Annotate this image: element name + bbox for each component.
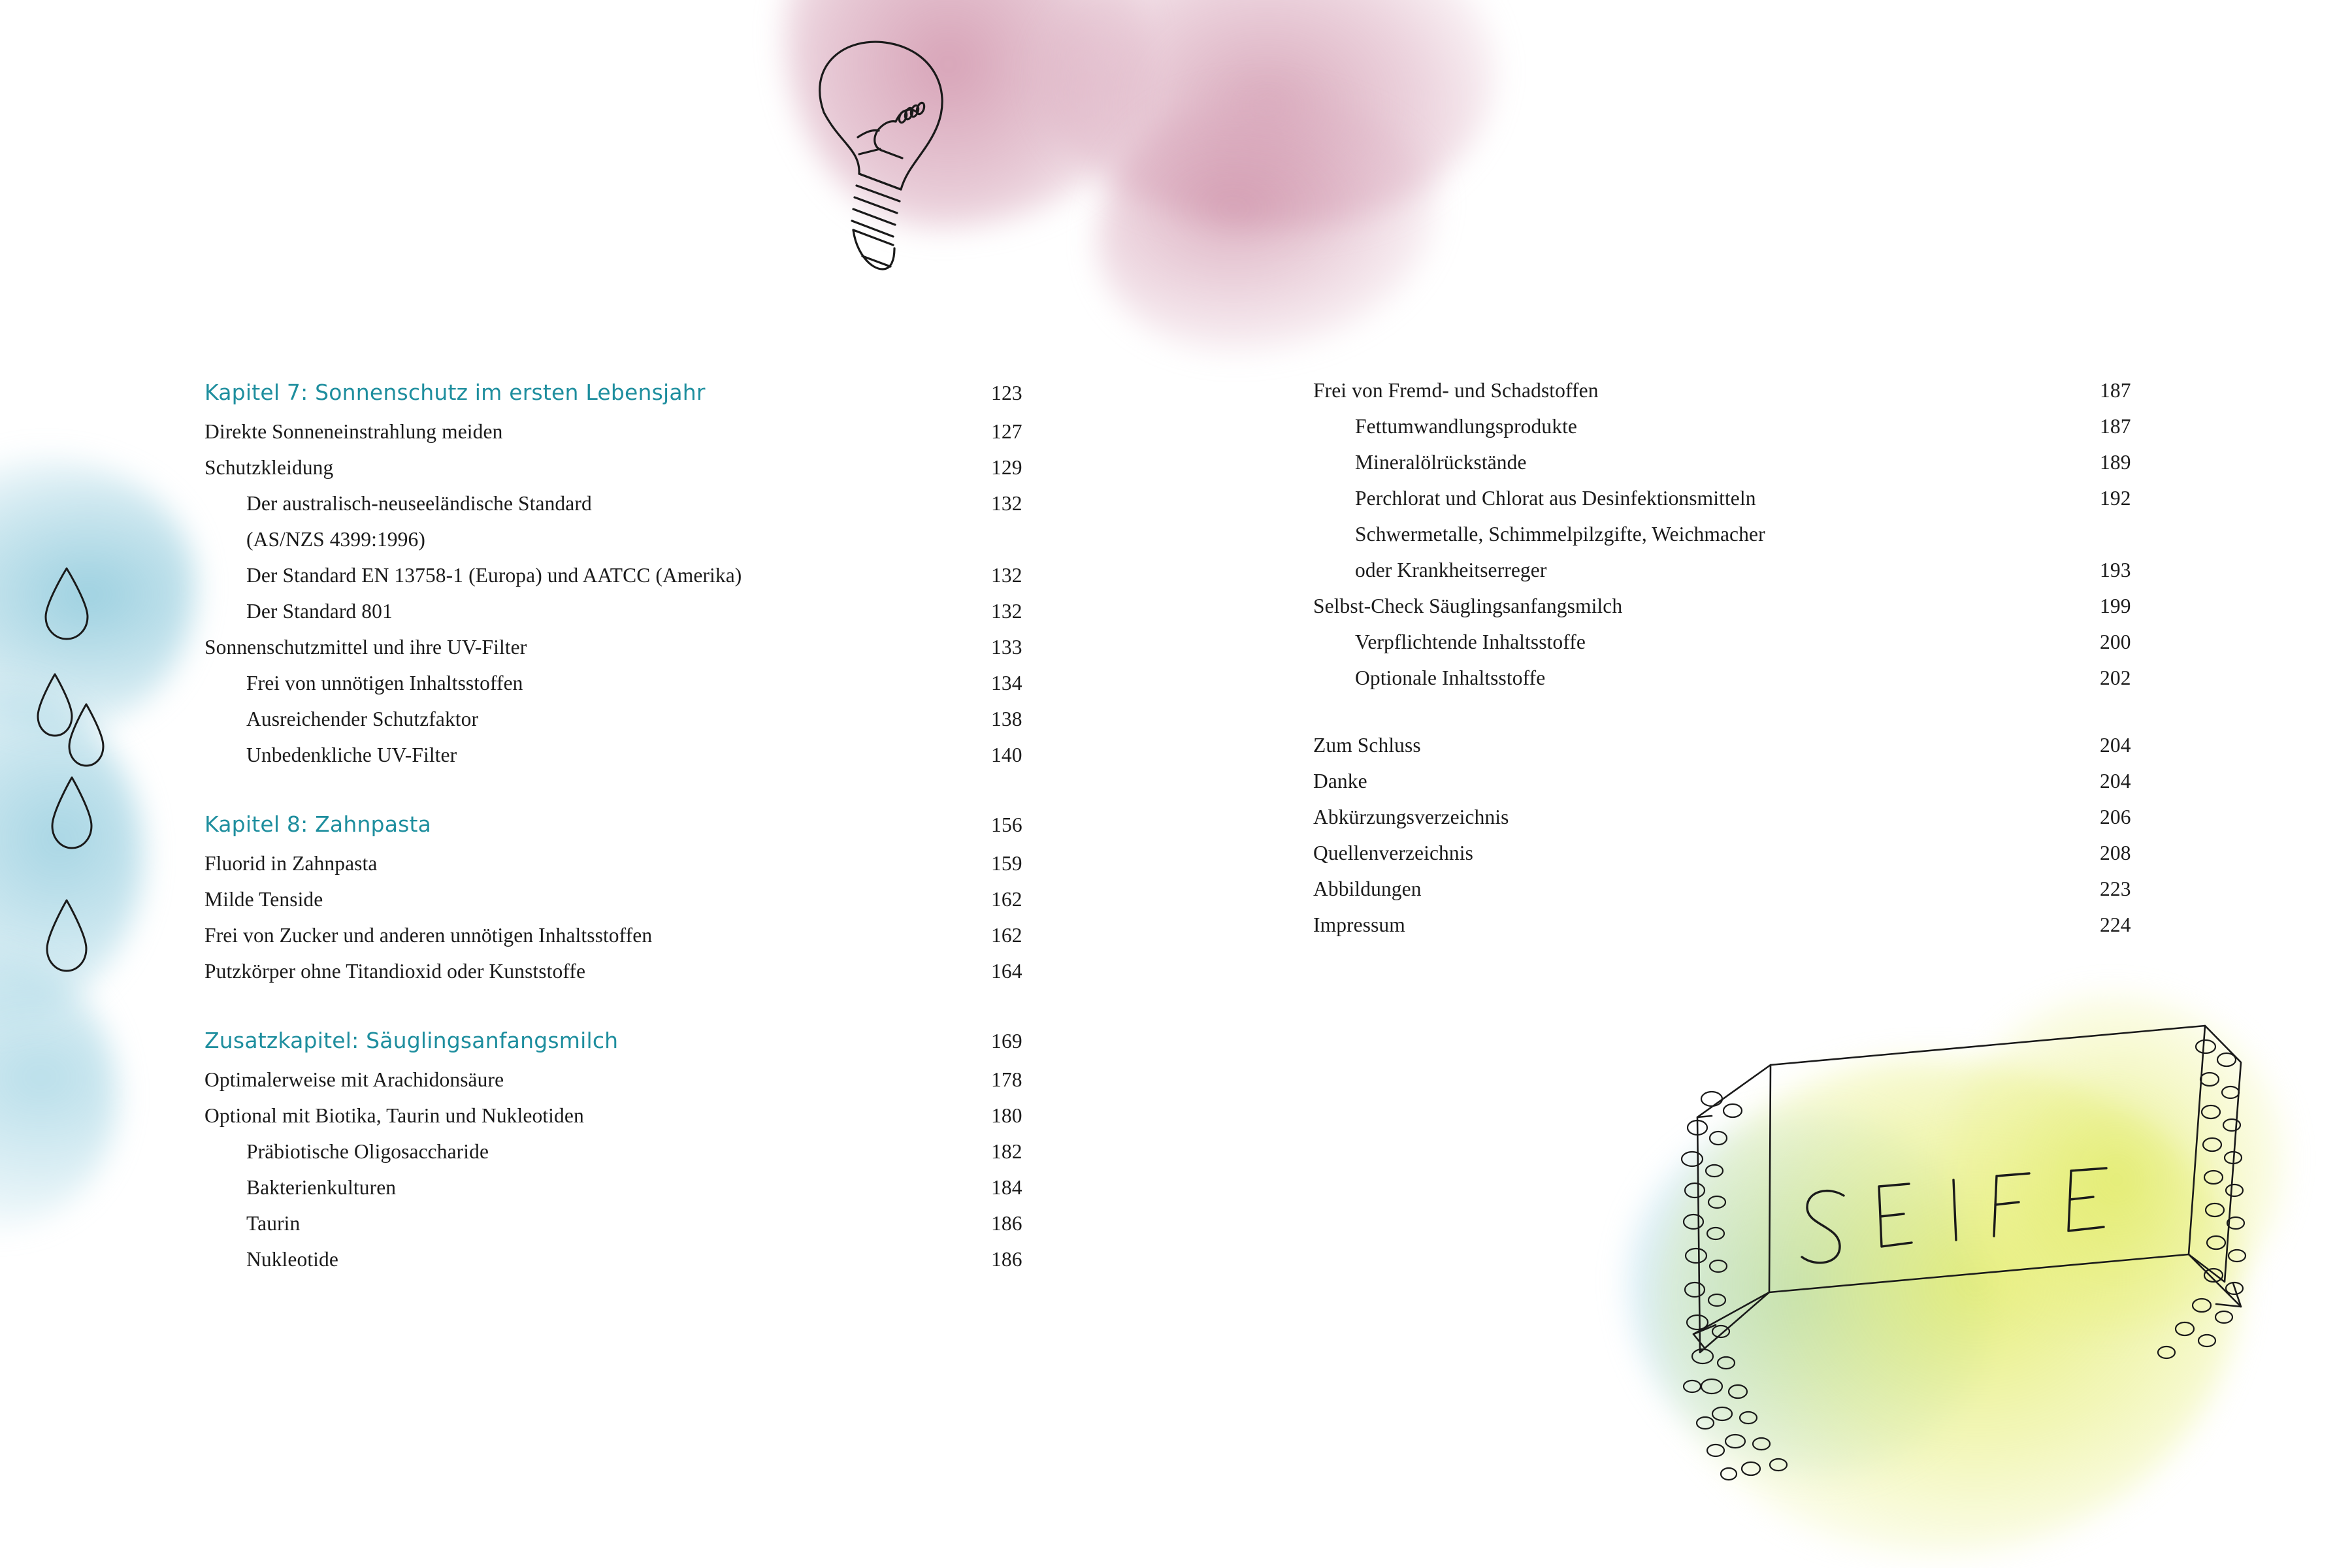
toc-entry-label: Kapitel 7: Sonnenschutz im ersten Lebensjahr <box>204 380 706 405</box>
toc-page-number: 133 <box>991 636 1022 659</box>
toc-chapter-row[interactable] <box>204 372 1047 414</box>
toc-page-number: 186 <box>991 1248 1022 1271</box>
toc-page-number: 192 <box>2100 487 2131 510</box>
toc-entry-row[interactable] <box>1313 588 2156 624</box>
toc-column-right <box>1313 372 2156 943</box>
toc-entry-row[interactable] <box>204 414 1047 449</box>
toc-entry-label: Putzkörper ohne Titandioxid oder Kunststoffe <box>204 960 586 983</box>
toc-entry-label: Frei von unnötigen Inhaltsstoffen <box>246 672 523 694</box>
toc-page-number: 202 <box>2100 666 2131 689</box>
toc-entry-label: Danke <box>1313 770 1367 792</box>
toc-subentry-row[interactable] <box>1313 624 2156 660</box>
toc-entry-row[interactable] <box>1313 799 2156 835</box>
toc-subentry-row-continued[interactable] <box>1313 516 2156 552</box>
toc-subentry-row[interactable] <box>1313 660 2156 696</box>
toc-entry-row[interactable] <box>1313 835 2156 871</box>
watercolor-blue-wash <box>1627 1111 1993 1477</box>
toc-entry-label: Abkürzungsverzeichnis <box>1313 806 1509 828</box>
toc-entry-label: Unbedenkliche UV-Filter <box>246 743 457 766</box>
toc-entry-label: Quellenverzeichnis <box>1313 841 1473 864</box>
toc-page-number: 200 <box>2100 630 2131 653</box>
toc-subentry-row[interactable] <box>1313 408 2156 444</box>
toc-page-number: 206 <box>2100 806 2131 828</box>
watercolor-pink-wash <box>1098 91 1437 353</box>
toc-page-number: 180 <box>991 1104 1022 1127</box>
lightbulb-icon <box>761 26 1009 317</box>
toc-page-number: 184 <box>991 1176 1022 1199</box>
toc-page-number: 199 <box>2100 595 2131 617</box>
toc-entry-label: Milde Tenside <box>204 888 323 911</box>
toc-subentry-row[interactable] <box>1313 480 2156 516</box>
toc-entry-label: oder Krankheitserreger <box>1355 559 1547 581</box>
toc-entry-row[interactable] <box>1313 907 2156 943</box>
toc-page-number: 223 <box>2100 877 2131 900</box>
toc-subentry-row[interactable] <box>204 1205 1047 1241</box>
toc-entry-row[interactable] <box>204 917 1047 953</box>
toc-entry-label: Selbst-Check Säuglingsanfangsmilch <box>1313 595 1623 617</box>
toc-entry-row[interactable] <box>204 953 1047 989</box>
toc-entry-label: Impressum <box>1313 913 1405 936</box>
toc-subentry-row[interactable] <box>204 737 1047 773</box>
toc-entry-label: Perchlorat und Chlorat aus Desinfektionsmitteln <box>1355 487 1756 510</box>
toc-entry-label: Der Standard EN 13758-1 (Europa) und AATCC (Amerika) <box>246 564 742 587</box>
toc-page-number: 204 <box>2100 734 2131 757</box>
toc-entry-label: Optionale Inhaltsstoffe <box>1355 666 1546 689</box>
toc-entry-label: Der Standard 801 <box>246 600 393 623</box>
toc-entry-label: Fluorid in Zahnpasta <box>204 852 378 875</box>
toc-subentry-row[interactable] <box>204 1169 1047 1205</box>
toc-page-number: 132 <box>991 492 1022 515</box>
toc-page-number: 169 <box>991 1030 1022 1053</box>
soap-bar-icon <box>1614 1000 2267 1539</box>
toc-entry-label: Nukleotide <box>246 1248 338 1271</box>
toc-page-number: 159 <box>991 852 1022 875</box>
toc-page-number: 187 <box>2100 415 2131 438</box>
toc-entry-label: Zusatzkapitel: Säuglingsanfangsmilch <box>204 1028 619 1053</box>
toc-page-number: 178 <box>991 1068 1022 1091</box>
toc-entry-label: Optimalerweise mit Arachidonsäure <box>204 1068 504 1091</box>
toc-entry-label: Der australisch-neuseeländische Standard <box>246 492 592 515</box>
toc-subentry-row[interactable] <box>1313 552 2156 588</box>
toc-entry-label: Präbiotische Oligosaccharide <box>246 1140 489 1163</box>
toc-page-number: 189 <box>2100 451 2131 474</box>
toc-section-gap <box>1313 696 2156 727</box>
toc-subentry-row[interactable] <box>204 557 1047 593</box>
toc-page-number: 123 <box>991 382 1022 404</box>
toc-page-number: 208 <box>2100 841 2131 864</box>
toc-page-number: 140 <box>991 743 1022 766</box>
toc-page-number: 224 <box>2100 913 2131 936</box>
toc-page-number: 129 <box>991 456 1022 479</box>
toc-subentry-row[interactable] <box>1313 444 2156 480</box>
toc-page-number: 162 <box>991 888 1022 911</box>
toc-subentry-row[interactable] <box>204 1241 1047 1277</box>
toc-entry-row[interactable] <box>204 1098 1047 1134</box>
toc-entry-label: Zum Schluss <box>1313 734 1421 757</box>
toc-subentry-row[interactable] <box>204 1134 1047 1169</box>
toc-subentry-row[interactable] <box>204 665 1047 701</box>
toc-entry-label: Frei von Zucker und anderen unnötigen Inhaltsstoffen <box>204 924 653 947</box>
toc-entry-label: Schwermetalle, Schimmelpilzgifte, Weichmacher <box>1355 523 1765 546</box>
watercolor-pink-wash <box>1039 0 1496 229</box>
toc-entry-label: Frei von Fremd- und Schadstoffen <box>1313 379 1599 402</box>
toc-entry-label: Taurin <box>246 1212 301 1235</box>
toc-entry-label: Fettumwandlungsprodukte <box>1355 415 1578 438</box>
toc-entry-label: Abbildungen <box>1313 877 1422 900</box>
toc-entry-label: Bakterienkulturen <box>246 1176 397 1199</box>
toc-entry-row[interactable] <box>204 449 1047 485</box>
toc-page-number: 186 <box>991 1212 1022 1235</box>
toc-subentry-row[interactable] <box>204 593 1047 629</box>
toc-page-number: 127 <box>991 420 1022 443</box>
toc-section-gap <box>204 773 1047 804</box>
toc-section-gap <box>204 989 1047 1021</box>
toc-page-number: 182 <box>991 1140 1022 1163</box>
watercolor-yellow-wash <box>1947 993 2287 1333</box>
toc-chapter-row[interactable] <box>204 1021 1047 1062</box>
toc-page-number: 204 <box>2100 770 2131 792</box>
toc-column-left <box>204 372 1047 1277</box>
water-drops-icon <box>33 562 157 996</box>
toc-subentry-row-continued[interactable] <box>204 521 1047 557</box>
toc-entry-label: (AS/NZS 4399:1996) <box>246 528 425 551</box>
toc-entry-row[interactable] <box>204 1062 1047 1098</box>
toc-page-number: 193 <box>2100 559 2131 581</box>
watercolor-pink-wash <box>784 0 1150 229</box>
watercolor-blue-wash <box>0 457 196 732</box>
toc-entry-label: Mineralölrückstände <box>1355 451 1527 474</box>
toc-entry-row[interactable] <box>1313 372 2156 408</box>
toc-subentry-row[interactable] <box>204 485 1047 521</box>
toc-page-number: 138 <box>991 708 1022 730</box>
watercolor-blue-wash <box>0 954 118 1228</box>
toc-page-number: 164 <box>991 960 1022 983</box>
toc-subentry-row[interactable] <box>204 701 1047 737</box>
toc-page-number: 132 <box>991 600 1022 623</box>
toc-entry-label: Direkte Sonneneinstrahlung meiden <box>204 420 503 443</box>
toc-page-number: 134 <box>991 672 1022 694</box>
toc-page-number: 187 <box>2100 379 2131 402</box>
toc-page-number: 132 <box>991 564 1022 587</box>
toc-entry-label: Verpflichtende Inhaltsstoffe <box>1355 630 1586 653</box>
toc-entry-label: Sonnenschutzmittel und ihre UV-Filter <box>204 636 527 659</box>
toc-entry-row[interactable] <box>1313 727 2156 763</box>
toc-entry-row[interactable] <box>1313 763 2156 799</box>
toc-page-number: 156 <box>991 813 1022 836</box>
toc-entry-label: Schutzkleidung <box>204 456 334 479</box>
toc-entry-label: Ausreichender Schutzfaktor <box>246 708 479 730</box>
watercolor-yellow-wash <box>1653 1058 2241 1555</box>
toc-entry-row[interactable] <box>1313 871 2156 907</box>
toc-entry-row[interactable] <box>204 845 1047 881</box>
watercolor-blue-wash <box>0 686 144 1026</box>
toc-entry-label: Optional mit Biotika, Taurin und Nukleotiden <box>204 1104 584 1127</box>
toc-chapter-row[interactable] <box>204 804 1047 845</box>
toc-entry-label: Kapitel 8: Zahnpasta <box>204 811 432 837</box>
toc-page-number: 162 <box>991 924 1022 947</box>
toc-entry-row[interactable] <box>204 881 1047 917</box>
toc-entry-row[interactable] <box>204 629 1047 665</box>
